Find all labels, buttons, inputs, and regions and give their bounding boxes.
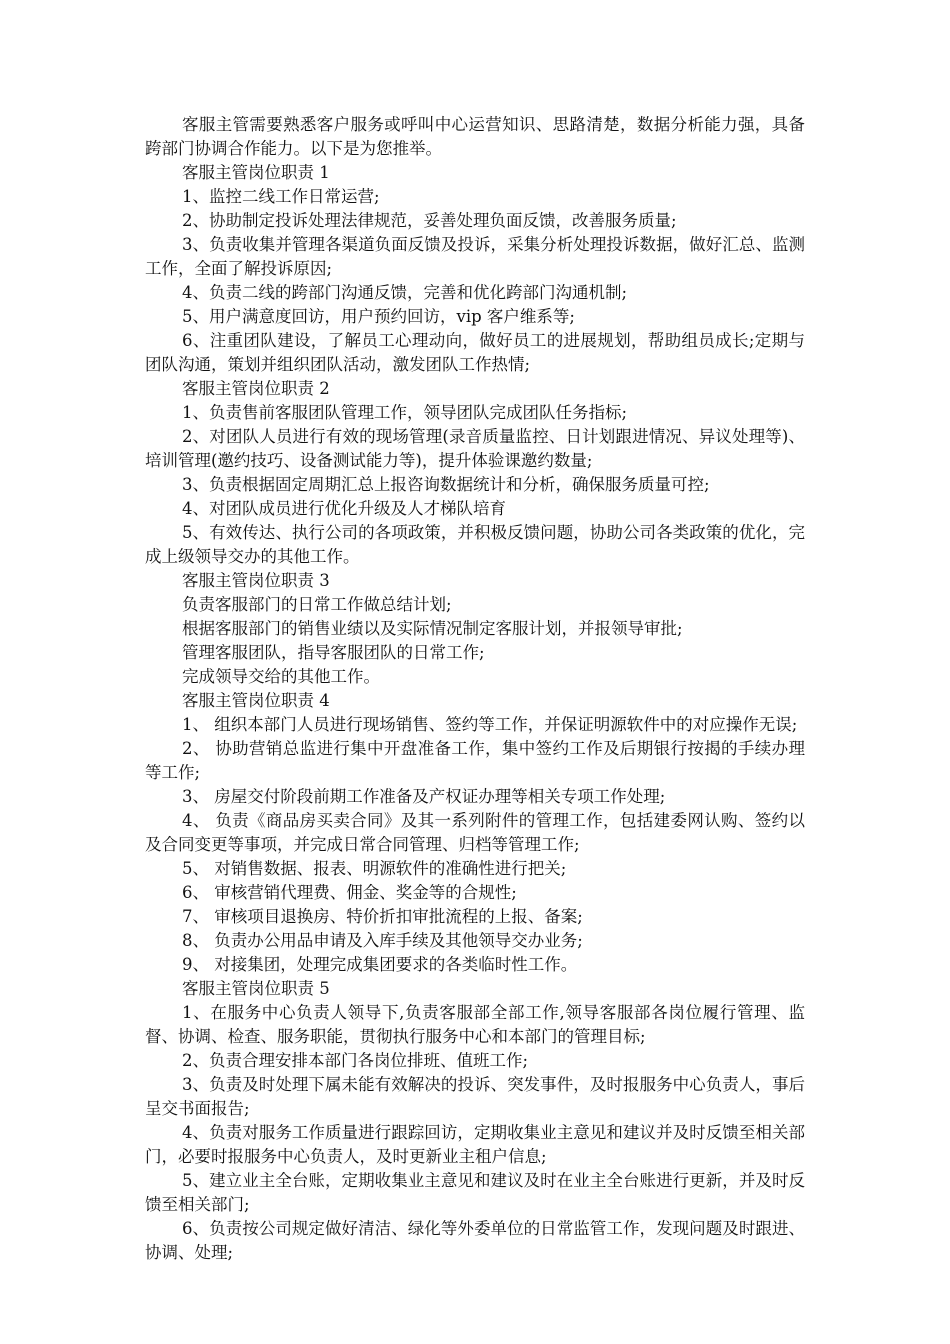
section-heading-4: 客服主管岗位职责 4 [182, 691, 330, 710]
section-1-item-3: 3、负责收集并管理各渠道负面反馈及投诉，采集分析处理投诉数据，做好汇总、监测工作，全面了解投诉原因; [145, 235, 805, 278]
section-5-item-2: 2、负责合理安排本部门各岗位排班、值班工作; [182, 1051, 529, 1070]
section-4-item-2: 2、 协助营销总监进行集中开盘准备工作，集中签约工作及后期银行按揭的手续办理等工作; [145, 739, 805, 782]
document-body [145, 113, 805, 1265]
section-4-item-4: 4、 负责《商品房买卖合同》及其一系列附件的管理工作，包括建委网认购、签约以及合同变更等事项，并完成日常合同管理、归档等管理工作; [145, 811, 805, 854]
section-heading-2: 客服主管岗位职责 2 [182, 379, 330, 398]
section-1-item-6: 6、注重团队建设，了解员工心理动向，做好员工的进展规划，帮助组员成长;定期与团队沟通，策划并组织团队活动，激发团队工作热情; [145, 331, 805, 374]
section-4-item-1: 1、 组织本部门人员进行现场销售、签约等工作，并保证明源软件中的对应操作无误; [182, 715, 798, 734]
section-4-item-7: 7、 审核项目退换房、特价折扣审批流程的上报、备案; [182, 907, 583, 926]
section-1-item-4: 4、负责二线的跨部门沟通反馈，完善和优化跨部门沟通机制; [182, 283, 628, 302]
section-5-item-3: 3、负责及时处理下属未能有效解决的投诉、突发事件，及时报服务中心负责人，事后呈交书面报告; [145, 1075, 805, 1118]
section-3-item-3: 管理客服团队，指导客服团队的日常工作; [182, 643, 485, 662]
section-5-item-4: 4、负责对服务工作质量进行跟踪回访，定期收集业主意见和建议并及时反馈至相关部门，必要时报服务中心负责人，及时更新业主租户信息; [145, 1123, 805, 1166]
section-2-item-3: 3、负责根据固定周期汇总上报咨询数据统计和分析，确保服务质量可控; [182, 475, 710, 494]
section-2-item-5: 5、有效传达、执行公司的各项政策，并积极反馈问题，协助公司各类政策的优化，完成上级领导交办的其他工作。 [145, 523, 805, 566]
section-1-item-1: 1、监控二线工作日常运营; [182, 187, 380, 206]
section-3-item-1: 负责客服部门的日常工作做总结计划; [182, 595, 452, 614]
section-5-item-6: 6、负责按公司规定做好清洁、绿化等外委单位的日常监管工作，发现问题及时跟进、协调、处理; [145, 1219, 805, 1262]
section-4-item-5: 5、 对销售数据、报表、明源软件的准确性进行把关; [182, 859, 567, 878]
section-2-item-4: 4、对团队成员进行优化升级及人才梯队培育 [182, 499, 506, 518]
section-1-item-2: 2、协助制定投诉处理法律规范，妥善处理负面反馈，改善服务质量; [182, 211, 677, 230]
section-4-item-6: 6、 审核营销代理费、佣金、奖金等的合规性; [182, 883, 517, 902]
section-4-item-9: 9、 对接集团，处理完成集团要求的各类临时性工作。 [182, 955, 578, 974]
section-2-item-1: 1、负责售前客服团队管理工作，领导团队完成团队任务指标; [182, 403, 628, 422]
section-3-item-4: 完成领导交给的其他工作。 [182, 667, 380, 686]
section-heading-1: 客服主管岗位职责 1 [182, 163, 330, 182]
section-heading-3: 客服主管岗位职责 3 [182, 571, 330, 590]
section-3-item-2: 根据客服部门的销售业绩以及实际情况制定客服计划，并报领导审批; [182, 619, 683, 638]
section-4-item-3: 3、 房屋交付阶段前期工作准备及产权证办理等相关专项工作处理; [182, 787, 666, 806]
section-5-item-5: 5、建立业主全台账，定期收集业主意见和建议及时在业主全台账进行更新，并及时反馈至相关部门; [145, 1171, 805, 1214]
section-2-item-2: 2、对团队人员进行有效的现场管理(录音质量监控、日计划跟进情况、异议处理等)、培训管理(邀约技巧、设备测试能力等)，提升体验课邀约数量; [145, 427, 805, 470]
section-1-item-5: 5、用户满意度回访，用户预约回访，vip 客户维系等; [182, 307, 575, 326]
section-4-item-8: 8、 负责办公用品申请及入库手续及其他领导交办业务; [182, 931, 583, 950]
section-5-item-1: 1、在服务中心负责人领导下,负责客服部全部工作,领导客服部各岗位履行管理、监督、协调、检查、服务职能，贯彻执行服务中心和本部门的管理目标; [145, 1003, 805, 1046]
section-heading-5: 客服主管岗位职责 5 [182, 979, 330, 998]
intro-paragraph: 客服主管需要熟悉客户服务或呼叫中心运营知识、思路清楚，数据分析能力强，具备跨部门协调合作能力。以下是为您推举。 [145, 115, 805, 158]
